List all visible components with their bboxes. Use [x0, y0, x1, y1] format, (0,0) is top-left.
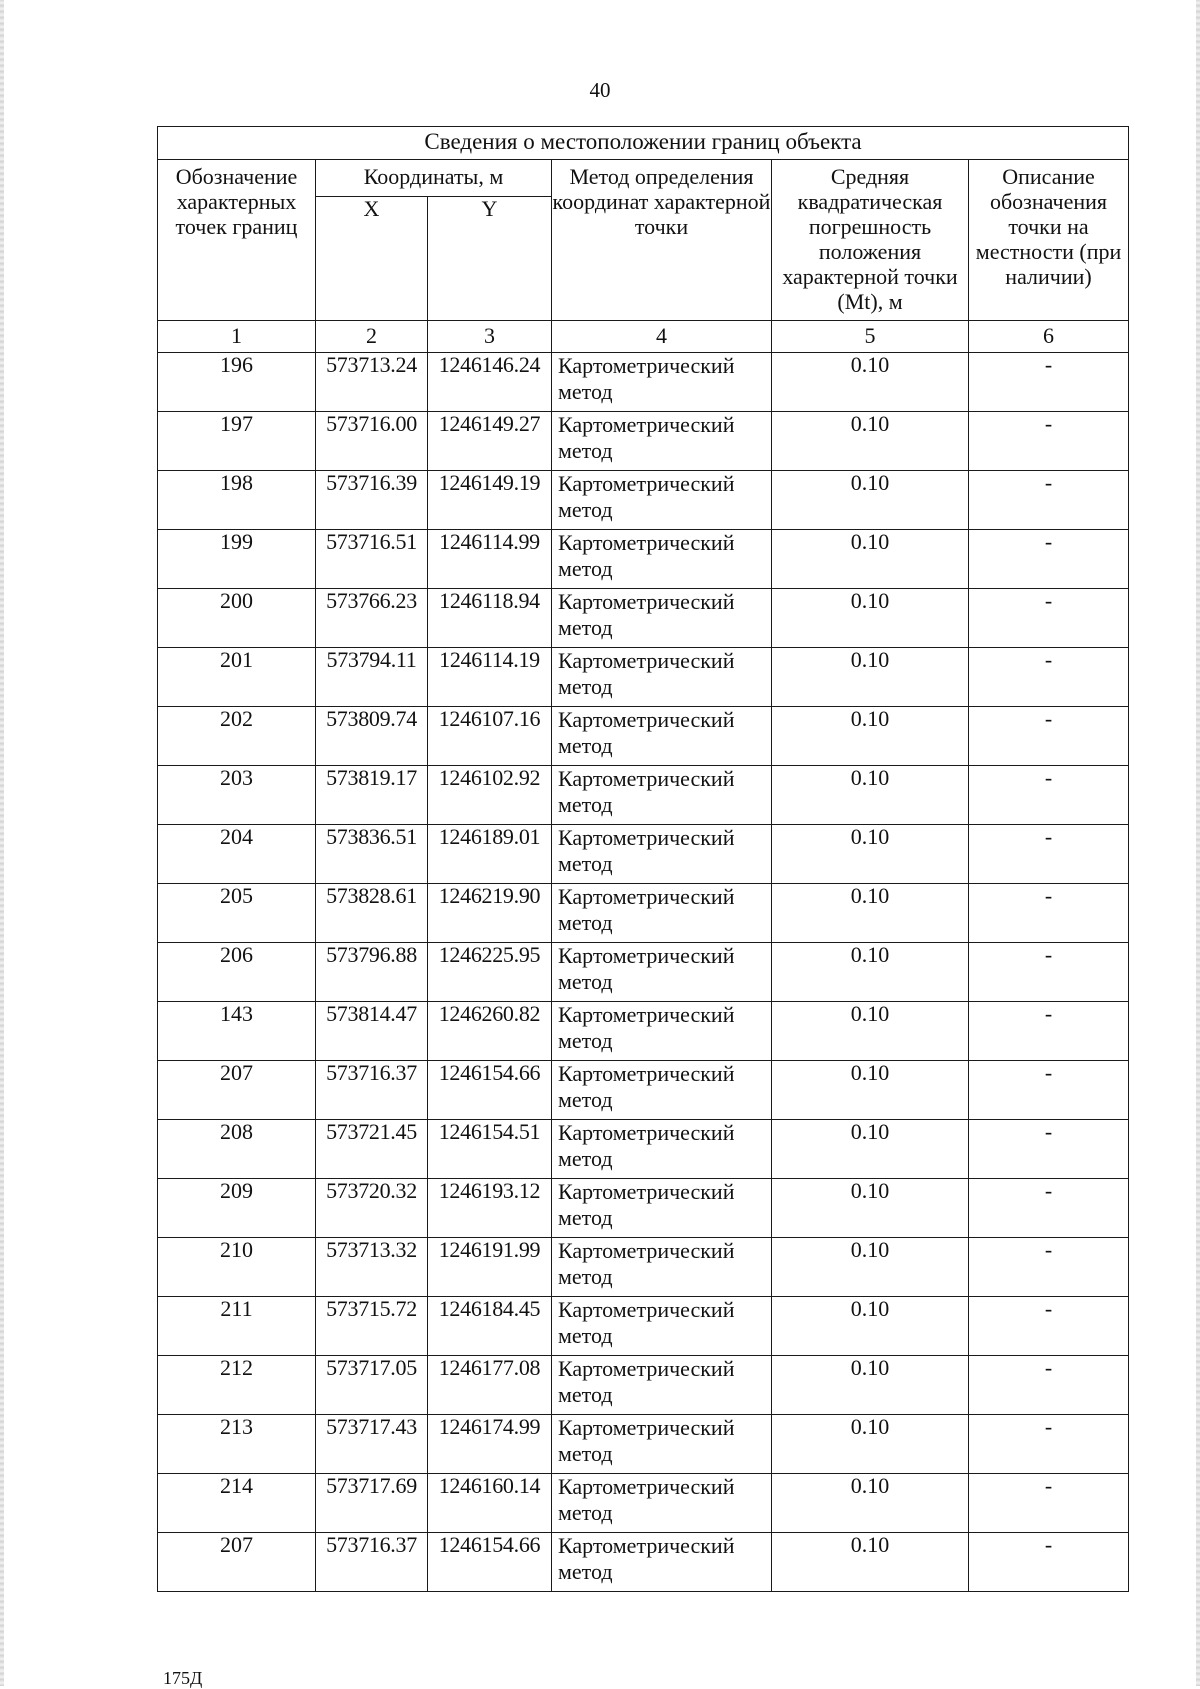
cell-error: 0.10 — [772, 943, 969, 1002]
cell-method: Картометрический метод — [552, 825, 772, 884]
cell-method: Картометрический метод — [552, 1120, 772, 1179]
cell-description: - — [969, 707, 1129, 766]
cell-x: 573766.23 — [316, 589, 428, 648]
cell-point: 203 — [158, 766, 316, 825]
cell-error: 0.10 — [772, 353, 969, 412]
table-row — [158, 1297, 1129, 1356]
cell-method: Картометрический метод — [552, 1179, 772, 1238]
header-point: Обозначение характерных точек границ — [158, 160, 316, 321]
cell-description: - — [969, 1238, 1129, 1297]
table-title: Сведения о местоположении границ объекта — [158, 127, 1129, 160]
table-row — [158, 471, 1129, 530]
cell-x: 573717.05 — [316, 1356, 428, 1415]
cell-description: - — [969, 1474, 1129, 1533]
cell-y: 1246219.90 — [428, 884, 552, 943]
cell-method: Картометрический метод — [552, 1002, 772, 1061]
table-row — [158, 1061, 1129, 1120]
cell-error: 0.10 — [772, 1297, 969, 1356]
table-row — [158, 884, 1129, 943]
cell-method: Картометрический метод — [552, 589, 772, 648]
cell-error: 0.10 — [772, 1179, 969, 1238]
cell-error: 0.10 — [772, 589, 969, 648]
cell-point: 206 — [158, 943, 316, 1002]
table-title-row — [158, 127, 1129, 160]
cell-point: 210 — [158, 1238, 316, 1297]
cell-error: 0.10 — [772, 1533, 969, 1592]
cell-description: - — [969, 471, 1129, 530]
cell-method: Картометрический метод — [552, 707, 772, 766]
cell-description: - — [969, 884, 1129, 943]
cell-method: Картометрический метод — [552, 943, 772, 1002]
cell-x: 573716.00 — [316, 412, 428, 471]
cell-error: 0.10 — [772, 1474, 969, 1533]
cell-y: 1246154.66 — [428, 1061, 552, 1120]
cell-error: 0.10 — [772, 648, 969, 707]
table-row — [158, 825, 1129, 884]
cell-point: 207 — [158, 1533, 316, 1592]
cell-point: 197 — [158, 412, 316, 471]
cell-method: Картометрический метод — [552, 1415, 772, 1474]
cell-y: 1246149.27 — [428, 412, 552, 471]
cell-description: - — [969, 766, 1129, 825]
cell-method: Картометрический метод — [552, 1474, 772, 1533]
cell-method: Картометрический метод — [552, 648, 772, 707]
cell-y: 1246191.99 — [428, 1238, 552, 1297]
cell-point: 212 — [158, 1356, 316, 1415]
cell-x: 573717.69 — [316, 1474, 428, 1533]
cell-x: 573814.47 — [316, 1002, 428, 1061]
cell-y: 1246160.14 — [428, 1474, 552, 1533]
cell-y: 1246174.99 — [428, 1415, 552, 1474]
table-row — [158, 530, 1129, 589]
column-number-row — [158, 321, 1129, 353]
table-row — [158, 766, 1129, 825]
header-x: X — [316, 197, 428, 321]
cell-error: 0.10 — [772, 1061, 969, 1120]
cell-x: 573713.32 — [316, 1238, 428, 1297]
cell-description: - — [969, 943, 1129, 1002]
table-row — [158, 1415, 1129, 1474]
cell-error: 0.10 — [772, 884, 969, 943]
table-row — [158, 353, 1129, 412]
header-description: Описание обозначения точки на местности (при наличии) — [969, 160, 1129, 321]
cell-y: 1246225.95 — [428, 943, 552, 1002]
cell-point: 208 — [158, 1120, 316, 1179]
cell-description: - — [969, 530, 1129, 589]
cell-description: - — [969, 1120, 1129, 1179]
table-header-row — [158, 160, 1129, 197]
table-row — [158, 943, 1129, 1002]
page-number: 40 — [589, 78, 611, 102]
column-number: 1 — [158, 321, 316, 353]
column-number: 5 — [772, 321, 969, 353]
cell-x: 573794.11 — [316, 648, 428, 707]
cell-error: 0.10 — [772, 1356, 969, 1415]
cell-x: 573717.43 — [316, 1415, 428, 1474]
cell-point: 143 — [158, 1002, 316, 1061]
table-row — [158, 1533, 1129, 1592]
footer-code: 175Д — [163, 1668, 203, 1688]
cell-x: 573716.51 — [316, 530, 428, 589]
cell-point: 202 — [158, 707, 316, 766]
cell-point: 207 — [158, 1061, 316, 1120]
cell-method: Картометрический метод — [552, 1533, 772, 1592]
cell-y: 1246154.66 — [428, 1533, 552, 1592]
cell-point: 201 — [158, 648, 316, 707]
scan-edge-left — [0, 0, 4, 1686]
cell-description: - — [969, 825, 1129, 884]
cell-y: 1246184.45 — [428, 1297, 552, 1356]
cell-x: 573713.24 — [316, 353, 428, 412]
cell-point: 199 — [158, 530, 316, 589]
cell-x: 573716.37 — [316, 1061, 428, 1120]
table-body — [158, 353, 1129, 1592]
cell-description: - — [969, 1415, 1129, 1474]
cell-point: 198 — [158, 471, 316, 530]
cell-y: 1246260.82 — [428, 1002, 552, 1061]
cell-method: Картометрический метод — [552, 1356, 772, 1415]
cell-point: 205 — [158, 884, 316, 943]
column-number: 4 — [552, 321, 772, 353]
cell-error: 0.10 — [772, 530, 969, 589]
table-row — [158, 648, 1129, 707]
cell-y: 1246154.51 — [428, 1120, 552, 1179]
table-row — [158, 1120, 1129, 1179]
cell-method: Картометрический метод — [552, 766, 772, 825]
cell-method: Картометрический метод — [552, 1061, 772, 1120]
cell-x: 573819.17 — [316, 766, 428, 825]
table-row — [158, 589, 1129, 648]
cell-error: 0.10 — [772, 766, 969, 825]
cell-x: 573809.74 — [316, 707, 428, 766]
cell-error: 0.10 — [772, 1415, 969, 1474]
cell-error: 0.10 — [772, 1002, 969, 1061]
cell-point: 196 — [158, 353, 316, 412]
boundary-coordinates-table — [157, 126, 1129, 1592]
column-number: 3 — [428, 321, 552, 353]
cell-error: 0.10 — [772, 1120, 969, 1179]
table-row — [158, 1356, 1129, 1415]
cell-method: Картометрический метод — [552, 884, 772, 943]
cell-y: 1246118.94 — [428, 589, 552, 648]
cell-method: Картометрический метод — [552, 353, 772, 412]
cell-x: 573796.88 — [316, 943, 428, 1002]
table-row — [158, 1474, 1129, 1533]
header-method: Метод определения координат характерной точки — [552, 160, 772, 321]
cell-error: 0.10 — [772, 707, 969, 766]
cell-y: 1246146.24 — [428, 353, 552, 412]
cell-method: Картометрический метод — [552, 412, 772, 471]
cell-y: 1246114.99 — [428, 530, 552, 589]
cell-description: - — [969, 589, 1129, 648]
cell-point: 204 — [158, 825, 316, 884]
table-row — [158, 412, 1129, 471]
header-y: Y — [428, 197, 552, 321]
table-row — [158, 707, 1129, 766]
cell-description: - — [969, 412, 1129, 471]
cell-x: 573721.45 — [316, 1120, 428, 1179]
cell-point: 213 — [158, 1415, 316, 1474]
cell-description: - — [969, 353, 1129, 412]
cell-method: Картометрический метод — [552, 1297, 772, 1356]
cell-y: 1246102.92 — [428, 766, 552, 825]
header-coordinates: Координаты, м — [316, 160, 552, 197]
cell-y: 1246193.12 — [428, 1179, 552, 1238]
cell-x: 573716.37 — [316, 1533, 428, 1592]
cell-method: Картометрический метод — [552, 530, 772, 589]
cell-error: 0.10 — [772, 825, 969, 884]
cell-x: 573715.72 — [316, 1297, 428, 1356]
cell-method: Картометрический метод — [552, 1238, 772, 1297]
cell-x: 573720.32 — [316, 1179, 428, 1238]
cell-description: - — [969, 648, 1129, 707]
table-row — [158, 1002, 1129, 1061]
cell-point: 200 — [158, 589, 316, 648]
table-row — [158, 1238, 1129, 1297]
cell-description: - — [969, 1061, 1129, 1120]
cell-description: - — [969, 1179, 1129, 1238]
cell-method: Картометрический метод — [552, 471, 772, 530]
cell-y: 1246114.19 — [428, 648, 552, 707]
cell-point: 209 — [158, 1179, 316, 1238]
cell-error: 0.10 — [772, 471, 969, 530]
cell-x: 573828.61 — [316, 884, 428, 943]
cell-y: 1246177.08 — [428, 1356, 552, 1415]
cell-x: 573716.39 — [316, 471, 428, 530]
column-number: 2 — [316, 321, 428, 353]
scan-edge-right — [1196, 0, 1200, 1686]
cell-point: 211 — [158, 1297, 316, 1356]
column-number: 6 — [969, 321, 1129, 353]
cell-point: 214 — [158, 1474, 316, 1533]
cell-description: - — [969, 1533, 1129, 1592]
cell-description: - — [969, 1356, 1129, 1415]
cell-x: 573836.51 — [316, 825, 428, 884]
cell-error: 0.10 — [772, 1238, 969, 1297]
header-error: Средняя квадратическая погрешность положения характерной точки (Mt), м — [772, 160, 969, 321]
cell-description: - — [969, 1297, 1129, 1356]
cell-y: 1246107.16 — [428, 707, 552, 766]
cell-description: - — [969, 1002, 1129, 1061]
cell-error: 0.10 — [772, 412, 969, 471]
cell-y: 1246189.01 — [428, 825, 552, 884]
cell-y: 1246149.19 — [428, 471, 552, 530]
table-row — [158, 1179, 1129, 1238]
